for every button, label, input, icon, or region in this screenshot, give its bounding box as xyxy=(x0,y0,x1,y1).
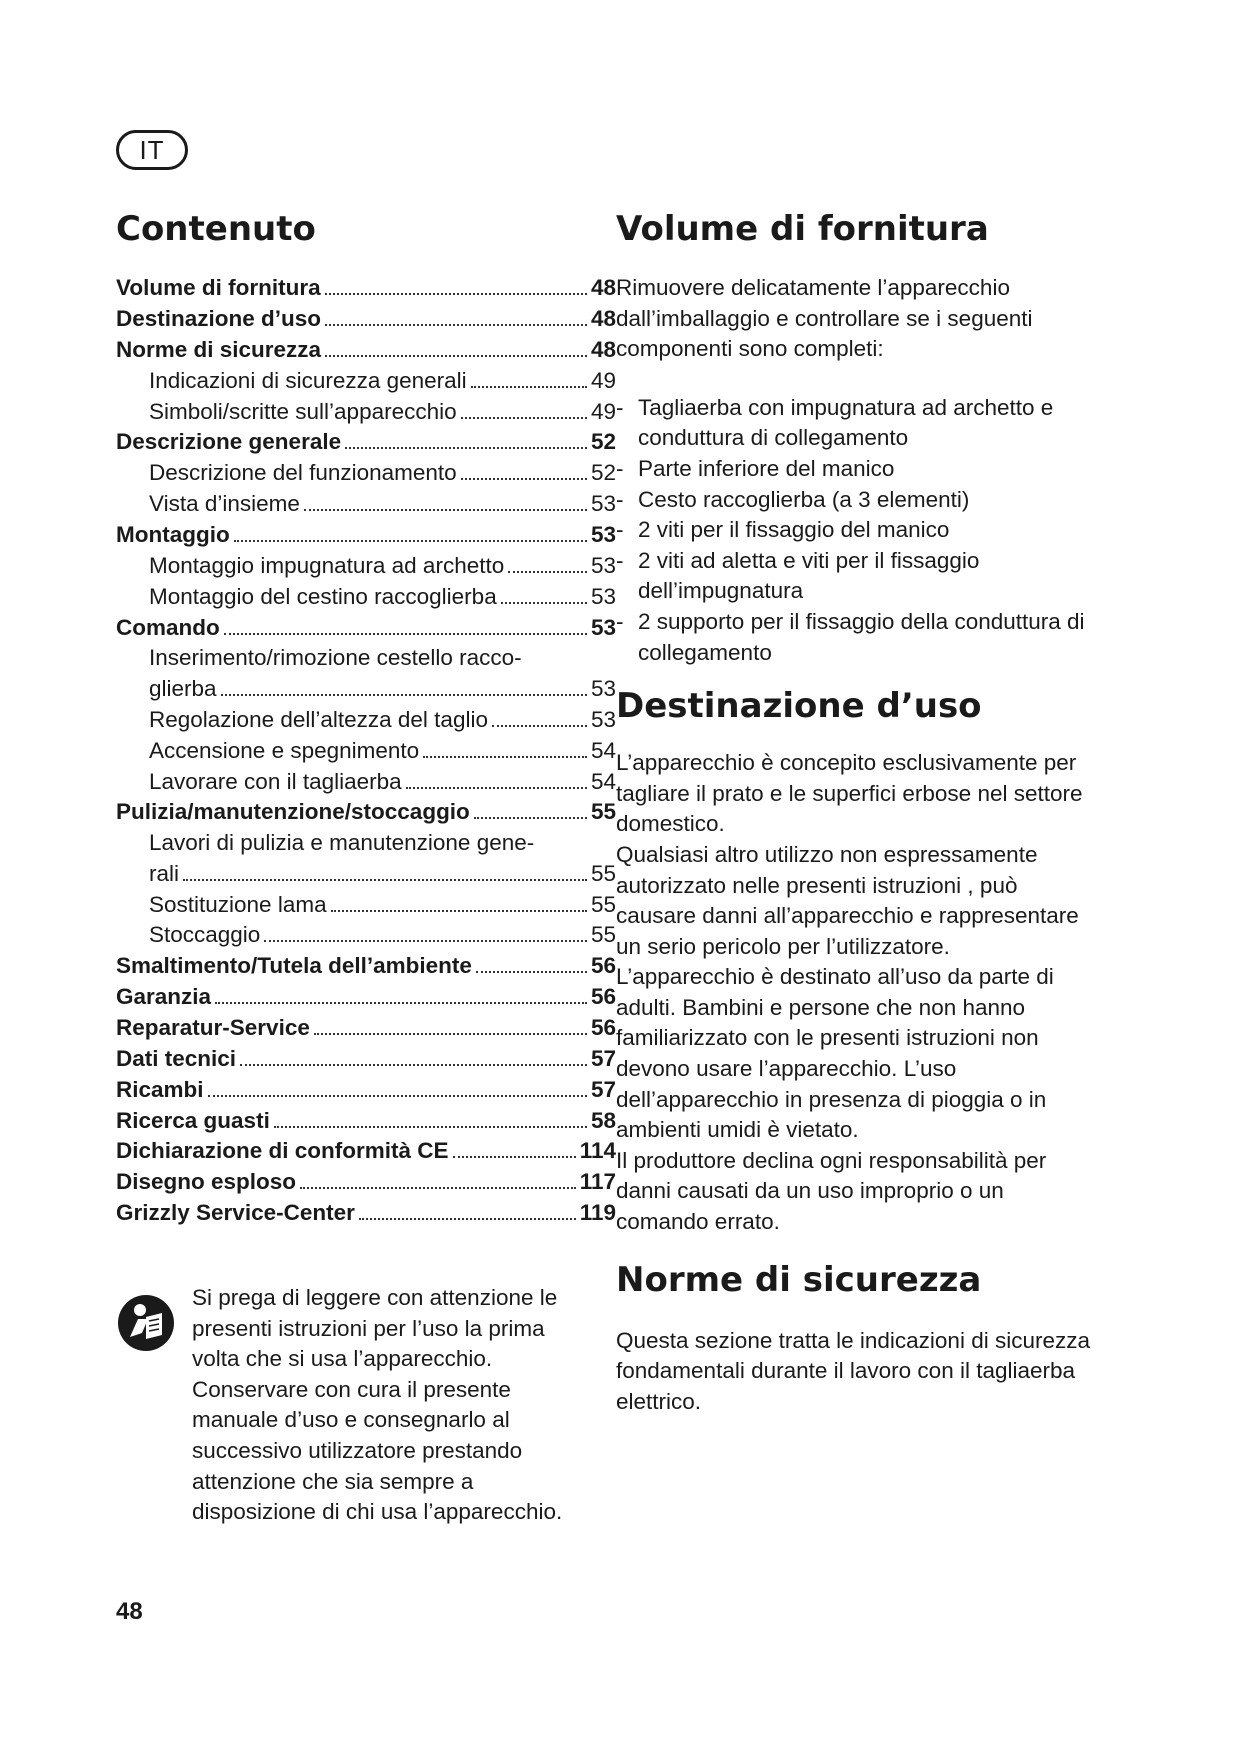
toc-entry-title: Inserimento/rimozione cestello racco- xyxy=(149,645,522,671)
read-manual-note xyxy=(116,1283,596,1528)
toc-entry-title: Accensione e spegnimento xyxy=(149,737,420,763)
toc-leader-dots xyxy=(234,520,587,542)
toc-leader-dots xyxy=(208,1074,587,1096)
toc-entry xyxy=(116,366,616,397)
page-number: 48 xyxy=(116,1598,143,1625)
intended-use-title: Destinazione d’uso xyxy=(616,686,982,727)
toc-leader-dots xyxy=(221,674,587,696)
toc-entry-title: Norme di sicurezza xyxy=(116,336,322,362)
toc-entry xyxy=(116,766,616,797)
toc-entry-title: Montaggio xyxy=(116,522,230,547)
toc-entry xyxy=(116,889,616,920)
toc-entry-title: Comando xyxy=(116,614,220,640)
language-badge: IT xyxy=(116,130,188,170)
toc-entry xyxy=(116,520,616,551)
toc-entry xyxy=(116,335,616,366)
supply-section xyxy=(616,205,1096,668)
safety-title: Norme di sicurezza xyxy=(616,1259,982,1300)
toc-entry-page: 49 xyxy=(590,398,616,424)
toc-entry-page: 48 xyxy=(590,275,616,301)
toc-entry xyxy=(116,1198,616,1229)
contents-column xyxy=(116,205,616,1229)
supply-list-item: - 2 viti ad aletta e viti per il fissaggio dell’impugnatura xyxy=(616,546,1096,607)
toc-entry xyxy=(116,581,616,612)
toc-leader-dots xyxy=(264,920,587,942)
toc-leader-dots xyxy=(314,1013,587,1035)
toc-entry-page: 53 xyxy=(590,706,616,732)
toc-entry-title: Pulizia/manutenzione/stoccaggio xyxy=(116,799,470,825)
toc-leader-dots xyxy=(461,458,587,480)
toc-entry-title: Lavorare con il tagliaerba xyxy=(149,768,402,794)
toc-entry-title: Destinazione d’uso xyxy=(116,306,322,332)
toc-entry xyxy=(116,859,616,890)
toc-entry-title: Smaltimento/Tutela dell’ambiente xyxy=(116,953,472,979)
toc-entry-title: Garanzia xyxy=(116,984,212,1010)
toc-leader-dots xyxy=(304,489,587,511)
toc-entry-title: Descrizione del funzionamento xyxy=(149,460,457,486)
toc-entry xyxy=(116,643,616,674)
intended-use-paragraph: L’apparecchio è concepito esclusivamente per tagliare il prato e le superfici erbose nel settore domestico. xyxy=(616,750,1083,837)
safety-section xyxy=(616,1256,1096,1418)
toc-entry xyxy=(116,951,616,982)
toc-entry-page: 53 xyxy=(590,522,616,547)
toc-entry-title: glierba xyxy=(149,675,217,701)
toc-entry-page: 48 xyxy=(590,306,616,332)
toc-leader-dots xyxy=(471,366,587,388)
toc-entry xyxy=(116,797,616,828)
intended-use-paragraph: L’apparecchio è destinato all’uso da parte di adulti. Bambini e persone che non hanno familiarizzato con le presenti istruzioni non devono usare l’apparecchio. L’uso dell’apparecchio in presenza di pioggia o in ambienti umidi è vietato. xyxy=(616,964,1054,1143)
toc-entry xyxy=(116,1136,616,1167)
contents-title: Contenuto xyxy=(116,209,316,249)
toc-entry-title: Simboli/scritte sull’apparecchio xyxy=(149,398,457,424)
toc-entry xyxy=(116,612,616,643)
toc-entry-page: 52 xyxy=(590,429,616,455)
toc-entry-page: 55 xyxy=(590,922,616,948)
toc-leader-dots xyxy=(423,735,587,757)
toc-leader-dots xyxy=(406,766,587,788)
toc-entry-page: 114 xyxy=(579,1138,616,1164)
toc-entry-title: Volume di fornitura xyxy=(116,275,321,301)
toc-entry-title: Dati tecnici xyxy=(116,1045,237,1071)
toc-entry-title: Indicazioni di sicurezza generali xyxy=(149,367,467,393)
toc-entry xyxy=(116,705,616,736)
toc-entry-page: 48 xyxy=(590,336,616,362)
toc-entry-title: Descrizione generale xyxy=(116,429,342,455)
toc-entry-page: 56 xyxy=(590,953,616,979)
intended-use-text xyxy=(616,748,1096,1238)
toc-entry-title: Montaggio del cestino raccoglierba xyxy=(149,583,497,609)
toc-entry-title: Montaggio impugnatura ad archetto xyxy=(149,552,505,578)
intended-use-paragraph: Qualsiasi altro utilizzo non espressamente autorizzato nelle presenti istruzioni , può causare danni all’apparecchio e rappresentare un serio pericolo per l’utilizzatore. xyxy=(616,841,1079,959)
toc-entry-page: 55 xyxy=(590,891,616,917)
toc-entry xyxy=(116,1105,616,1136)
toc-entry-title: Sostituzione lama xyxy=(149,891,327,917)
toc-entry xyxy=(116,1074,616,1105)
toc-entry xyxy=(116,1044,616,1075)
note-text: Si prega di leggere con attenzione le presenti istruzioni per l’uso la prima volta che si usa l’apparecchio. Conservare con cura il presente manuale d’uso e consegnarlo al successivo utilizzatore prestando attenzione che sia sempre a disposizione di chi usa l’apparecchio. xyxy=(192,1285,563,1525)
supply-list-item: - Cesto raccoglierba (a 3 elementi) xyxy=(616,485,1096,516)
toc-entry-page: 53 xyxy=(590,491,616,517)
safety-text: Questa sezione tratta le indicazioni di sicurezza fondamentali durante il lavoro con il tagliaerba elettrico. xyxy=(616,1327,1090,1414)
supply-list-item: - Parte inferiore del manico xyxy=(616,454,1096,485)
toc-entry-page: 49 xyxy=(590,367,616,393)
toc-entry-title: Lavori di pulizia e manutenzione gene- xyxy=(149,829,535,855)
note-text-block xyxy=(192,1283,596,1528)
toc-leader-dots xyxy=(453,1136,576,1158)
toc-leader-dots xyxy=(325,304,587,326)
toc-leader-dots xyxy=(224,612,587,634)
toc-leader-dots xyxy=(274,1105,587,1127)
toc-entry-page: 119 xyxy=(579,1200,616,1226)
supply-list xyxy=(616,393,1096,668)
toc-leader-dots xyxy=(183,859,587,881)
toc-entry-page: 53 xyxy=(590,552,616,578)
toc-entry-title: Vista d’insieme xyxy=(149,491,300,517)
toc-entry-page: 53 xyxy=(590,675,616,701)
toc-entry xyxy=(116,920,616,951)
toc-entry xyxy=(116,1013,616,1044)
toc-entry xyxy=(116,735,616,766)
toc-leader-dots xyxy=(492,705,587,727)
toc-entry-page: 117 xyxy=(579,1169,616,1195)
toc-entry-title: Ricerca guasti xyxy=(116,1107,270,1133)
toc-entry xyxy=(116,982,616,1013)
toc-entry xyxy=(116,273,616,304)
toc-entry-title: Regolazione dell’altezza del taglio xyxy=(149,706,488,732)
toc-leader-dots xyxy=(474,797,587,819)
supply-title: Volume di fornitura xyxy=(616,209,989,249)
toc-entry-title: Stoccaggio xyxy=(149,922,261,948)
toc-entry xyxy=(116,427,616,458)
toc-leader-dots xyxy=(476,951,587,973)
toc-leader-dots xyxy=(331,889,587,911)
toc-entry-page: 52 xyxy=(590,460,616,486)
toc-entry-page: 53 xyxy=(590,583,616,609)
toc-leader-dots xyxy=(325,273,587,295)
toc-leader-dots xyxy=(508,551,587,573)
toc-entry-title: rali xyxy=(149,860,180,886)
toc-leader-dots xyxy=(345,427,587,449)
toc-entry xyxy=(116,551,616,582)
toc-entry-page: 56 xyxy=(590,984,616,1010)
supply-intro: Rimuovere delicatamente l’apparecchio dall’imballaggio e controllare se i seguenti componenti sono completi: xyxy=(616,275,1033,362)
supply-list-item: - 2 viti per il fissaggio del manico xyxy=(616,515,1096,546)
toc-leader-dots xyxy=(501,581,587,603)
supply-list-item: - 2 supporto per il fissaggio della conduttura di collegamento xyxy=(616,607,1096,668)
toc-leader-dots xyxy=(215,982,587,1004)
toc-leader-dots xyxy=(461,396,587,418)
toc-entry-page: 57 xyxy=(590,1045,616,1071)
toc-entry-title: Grizzly Service-Center xyxy=(116,1200,355,1226)
toc-entry-title: Dichiarazione di conformità CE xyxy=(116,1138,449,1164)
intended-use-paragraph: Il produttore declina ogni responsabilità per danni causati da un uso improprio o un comando errato. xyxy=(616,1147,1047,1235)
toc-entry-title: Reparatur-Service xyxy=(116,1015,310,1040)
toc-entry xyxy=(116,1167,616,1198)
toc-entry xyxy=(116,674,616,705)
toc-entry-page: 58 xyxy=(590,1107,616,1133)
toc-entry xyxy=(116,458,616,489)
toc-leader-dots xyxy=(359,1198,576,1220)
toc-entry-page: 54 xyxy=(590,737,616,763)
supply-list-item: - Tagliaerba con impugnatura ad archetto e conduttura di collegamento xyxy=(616,393,1096,454)
toc-leader-dots xyxy=(300,1167,576,1189)
toc-entry-page: 57 xyxy=(590,1076,616,1102)
toc-entry-title: Ricambi xyxy=(116,1076,204,1102)
toc-entry-page: 55 xyxy=(590,799,616,825)
table-of-contents xyxy=(116,273,616,1229)
toc-leader-dots xyxy=(240,1044,587,1066)
read-manual-icon xyxy=(116,1293,176,1353)
toc-entry-page: 53 xyxy=(590,614,616,640)
toc-entry xyxy=(116,396,616,427)
toc-entry xyxy=(116,828,616,859)
toc-entry-page: 54 xyxy=(590,768,616,794)
right-column xyxy=(616,205,1096,1417)
intended-use-section xyxy=(616,682,1096,1238)
toc-entry-page: 56 xyxy=(590,1015,616,1040)
toc-leader-dots xyxy=(325,335,587,357)
toc-entry-title: Disegno esploso xyxy=(116,1169,297,1195)
toc-entry xyxy=(116,489,616,520)
toc-entry-page: 55 xyxy=(590,860,616,886)
toc-entry xyxy=(116,304,616,335)
